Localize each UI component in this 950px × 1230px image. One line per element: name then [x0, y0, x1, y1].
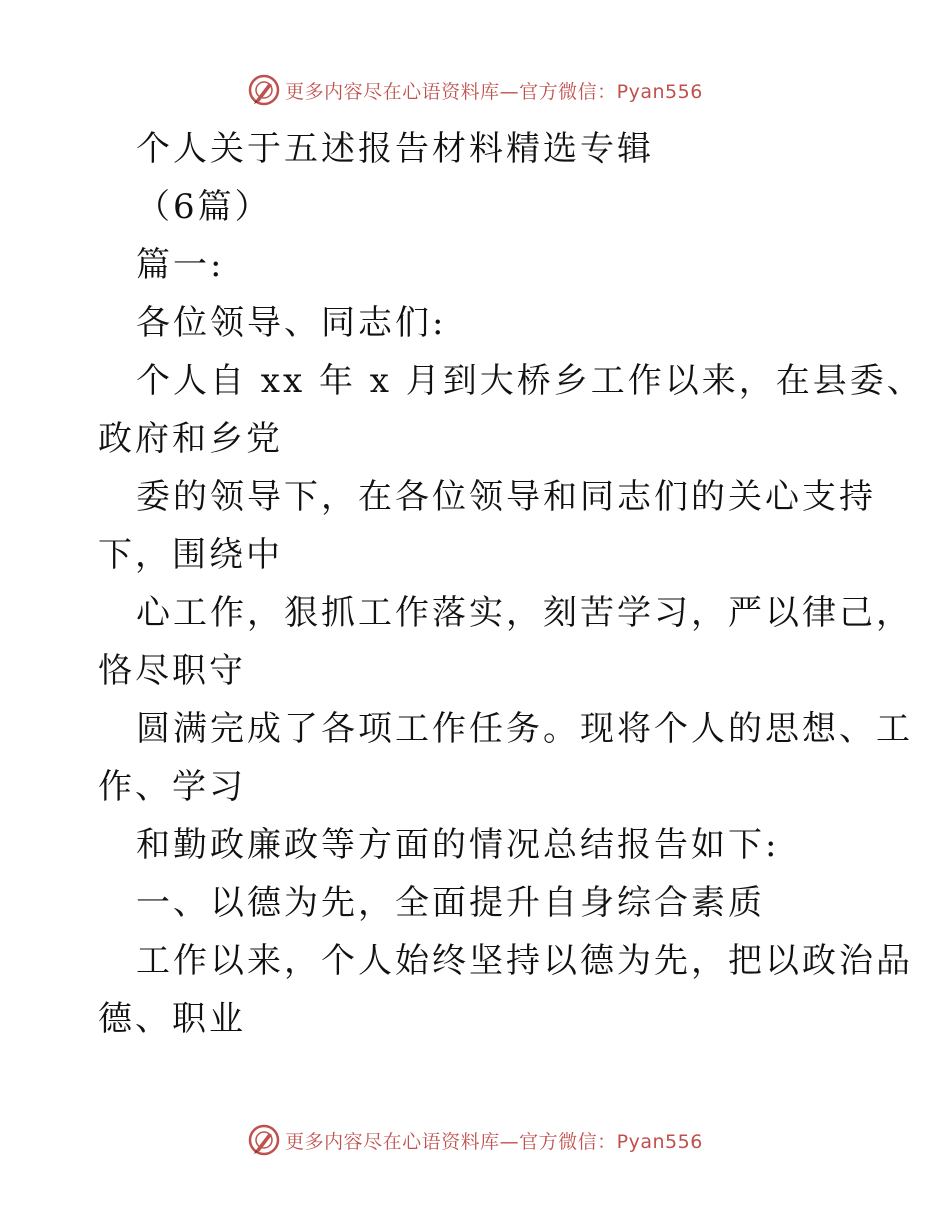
- paragraph-line: 圆满完成了各项工作任务。现将个人的思想、工: [136, 709, 913, 749]
- paragraph-line: 德、职业: [98, 999, 246, 1039]
- salutation: 各位领导、同志们:: [136, 303, 447, 343]
- paragraph-line: 心工作，狠抓工作落实，刻苦学习，严以律己，: [136, 593, 913, 633]
- pen-logo-icon: [247, 73, 281, 107]
- section-heading: 篇一:: [136, 245, 225, 285]
- paragraph-line: 和勤政廉政等方面的情况总结报告如下:: [136, 825, 780, 865]
- paragraph-line: 恪尽职守: [98, 651, 246, 691]
- watermark-text: 更多内容尽在心语资料库—官方微信：Pyan556: [285, 1130, 703, 1153]
- header-watermark: [0, 70, 950, 110]
- doc-title: 个人关于五述报告材料精选专辑: [136, 129, 654, 169]
- paragraph-line: 委的领导下，在各位领导和同志们的关心支持: [136, 477, 876, 517]
- paragraph-line: 下，围绕中: [98, 535, 283, 575]
- pen-logo-icon: [247, 1123, 281, 1157]
- paragraph-line: 个人自 xx 年 x 月到大桥乡工作以来，在县委、: [136, 361, 924, 401]
- paragraph-line: 作、学习: [98, 767, 246, 807]
- paragraph-line: 工作以来，个人始终坚持以德为先，把以政治品: [136, 941, 913, 981]
- subsection-heading: 一、以德为先，全面提升自身综合素质: [136, 883, 765, 923]
- watermark-text: 更多内容尽在心语资料库—官方微信：Pyan556: [285, 80, 703, 103]
- doc-subtitle: （6篇）: [136, 187, 272, 227]
- paragraph-line: 政府和乡党: [98, 419, 283, 459]
- document-body: [98, 120, 924, 1048]
- footer-watermark: [0, 1120, 950, 1160]
